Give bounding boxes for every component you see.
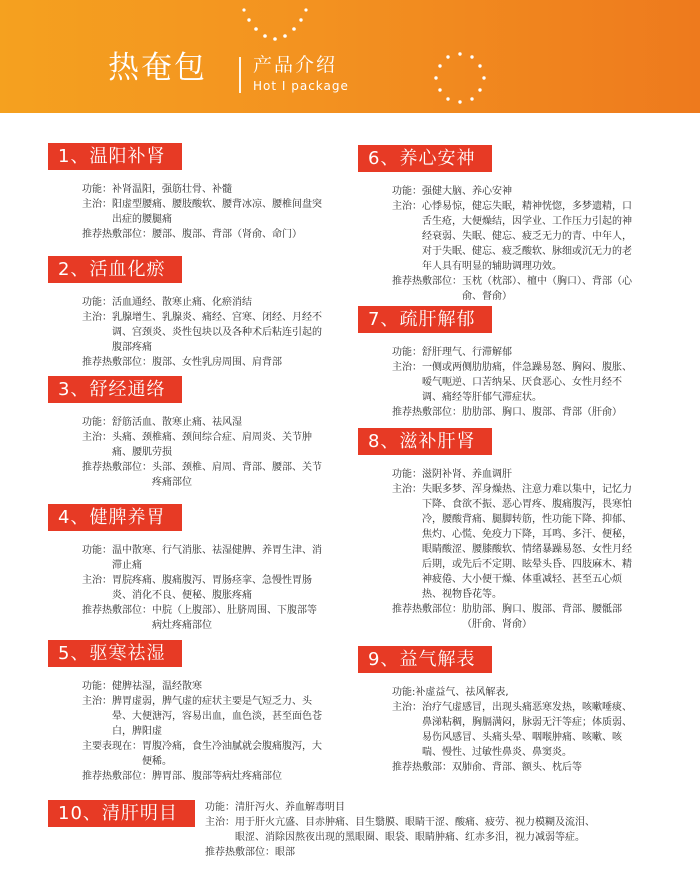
row-label: 推荐热敷部位： — [392, 604, 462, 615]
info-row — [205, 815, 597, 845]
info-row — [392, 405, 640, 420]
info-row — [82, 430, 324, 460]
row-value: 肋肋部、胸口、腹部、背部（肝俞） — [462, 407, 622, 418]
section-title: 6、养心安神 — [358, 145, 492, 172]
row-value: 双肺俞、背部、额头、枕后等 — [452, 762, 582, 773]
section-10-details — [205, 800, 597, 860]
info-row — [392, 602, 640, 632]
info-row — [82, 310, 324, 355]
row-value: 治疗气虚感冒，出现头痛恶寒发热，咳嗽唾痰、鼻涕粘稠，胸膈满闷，脉弱无汗等症；体质弱、易伤风感冒、头痛头晕、咽喉肿痛、咳嗽、咳喘、慢性、过敏性鼻炎、鼻窦炎。 — [422, 702, 632, 758]
header-banner — [0, 0, 700, 113]
info-row — [392, 360, 640, 405]
section-2 — [48, 256, 324, 370]
row-label: 主治： — [82, 312, 112, 323]
title-divider — [239, 57, 241, 93]
row-value: 补肾温阳，强筋壮骨、补髓 — [112, 184, 232, 195]
row-value: 补虚益气、祛风解表, — [415, 687, 509, 698]
dot-ring-top-decoration — [240, 0, 310, 48]
row-value: 腰部、腹部、背部（肾俞、命门） — [152, 229, 302, 240]
section-title: 2、活血化瘀 — [48, 256, 182, 283]
info-row — [82, 739, 324, 769]
row-value: 头痛、颈椎痛、颈间综合症、肩周炎、关节肿痛、腰肌劳损 — [112, 432, 312, 458]
info-row — [392, 199, 640, 274]
row-label: 功能： — [392, 469, 422, 480]
row-label: 主治： — [392, 201, 422, 212]
subtitle-chinese: 产品介绍 — [253, 54, 338, 76]
row-label: 主治： — [205, 817, 235, 828]
info-row — [392, 467, 640, 482]
row-label: 功能： — [82, 681, 112, 692]
row-label: 功能： — [82, 184, 112, 195]
info-row — [82, 197, 324, 227]
section-title: 10、清肝明目 — [48, 800, 195, 827]
row-value: 肋肋部、胸口、腹部、背部、腰骶部（肝俞、肾俞） — [462, 604, 622, 630]
row-value: 舒筋活血、散寒止痛、祛风湿 — [112, 417, 242, 428]
row-value: 温中散寒、行气消胀、祛湿健脾、养胃生津、消滞止痛 — [112, 545, 322, 571]
info-row — [392, 184, 640, 199]
section-3 — [48, 376, 324, 490]
row-label: 推荐热敷部位： — [205, 847, 275, 858]
info-row — [392, 760, 640, 775]
info-row — [82, 603, 324, 633]
info-row — [82, 769, 324, 784]
section-1 — [48, 143, 324, 242]
section-title: 7、疏肝解郁 — [358, 306, 492, 333]
info-row — [82, 543, 324, 573]
brand-title: 热奄包 — [108, 50, 207, 86]
section-title: 4、健脾养胃 — [48, 504, 182, 531]
row-value: 清肝泻火、养血解毒明目 — [235, 802, 345, 813]
dot-ring-right-decoration — [432, 50, 488, 106]
info-row — [82, 679, 324, 694]
row-label: 推荐热敷部位： — [392, 407, 462, 418]
row-value: 胃腹冷痛，食生冷油腻就会腹痛腹泻，大便稀。 — [142, 741, 322, 767]
row-value: 失眠多梦、浑身燥热、注意力难以集中，记忆力下降、食欲不振、恶心胃疼、腹痛腹泻，畏寒怕冷，腰酸背痛、腿脚转筋，性功能下降、抑郁、焦灼、心慌、免疫力下降，耳鸣、多汗、便秘，眼睛酸涩、腰膝酸软、情绪暴躁易怒、女性月经后期，或先后不定期、眩晕头昏、四肢麻木、精神疲倦、大小便干燥、体重减轻、甚至五心烦热、视物昏花等。 — [422, 484, 632, 600]
row-label: 功能： — [82, 545, 112, 556]
row-value: 胃脘疼痛、腹痛腹泻、胃肠痉挛、急慢性胃肠炎、消化不良、便秘、腹胀疼痛 — [112, 575, 312, 601]
row-value: 强健大脑、养心安神 — [422, 186, 512, 197]
row-value: 玉枕（枕部）、檀中（胸口）、背部（心俞、督俞） — [462, 276, 632, 302]
row-label: 主要表现在： — [82, 741, 142, 752]
row-value: 中脘（上腹部）、肚脐周围、下腹部等病灶疼痛部位 — [152, 605, 317, 631]
info-row — [82, 182, 324, 197]
row-value: 腹部、女性乳房周围、肩背部 — [152, 357, 282, 368]
row-value: 活血通经、散寒止痛、化瘀消结 — [112, 297, 252, 308]
row-label: 功能： — [82, 417, 112, 428]
row-value: 眼部 — [275, 847, 295, 858]
section-title: 1、温阳补肾 — [48, 143, 182, 170]
row-label: 功能： — [392, 347, 422, 358]
row-value: 头部、颈椎、肩周、背部、腰部、关节疼痛部位 — [152, 462, 322, 488]
row-value: 脾胃虚弱，脾气虚的症状主要是气短乏力、头晕、大便溏泻，容易出血，血色淡，甚至面色苍白，脾阳虚 — [112, 696, 322, 737]
row-label: 推荐热敷部位： — [392, 276, 462, 287]
row-value: 阳虚型腰痛、腰肢酸软、腰背冰凉、腰椎间盘突出症的腰腿痛 — [112, 199, 322, 225]
section-title: 5、驱寒祛湿 — [48, 640, 182, 667]
info-row — [82, 415, 324, 430]
row-value: 乳腺增生、乳腺炎、痛经、宫寒、闭经、月经不调、宫颈炎、炎性包块以及各种术后粘连引起的腹部疼痛 — [112, 312, 322, 353]
row-value: 用于肝火亢盛、目赤肿痛、目生翳膜、眼睛干涩、酸痛、疲劳、视力模糊及流泪、眼涩、消除因熬夜出现的黑眼圈、眼袋、眼睛肿痛、红赤多泪，视力减弱等症。 — [235, 817, 595, 843]
row-label: 功能: — [392, 687, 416, 698]
row-label: 功能： — [392, 186, 422, 197]
row-value: 舒肝理气、行滞解郁 — [422, 347, 512, 358]
section-4 — [48, 504, 324, 633]
section-8 — [358, 428, 640, 632]
info-row — [82, 460, 324, 490]
row-value: 滋阴补肾、养血调肝 — [422, 469, 512, 480]
section-10 — [48, 800, 195, 827]
info-row — [82, 573, 324, 603]
info-row — [205, 845, 597, 860]
info-row — [392, 274, 640, 304]
section-title: 8、滋补肝肾 — [358, 428, 492, 455]
row-label: 推荐热敷部位： — [82, 357, 152, 368]
info-row — [205, 800, 597, 815]
row-label: 主治： — [82, 696, 112, 707]
row-label: 主治： — [82, 199, 112, 210]
row-label: 主治： — [392, 484, 422, 495]
row-label: 主治： — [82, 432, 112, 443]
row-value: 心悸易惊，健忘失眠，精神恍惚，多梦遗精，口舌生疮，大便燥结，因学业、工作压力引起的神经衰弱、失眠、健忘、疲乏无力的青、中年人，对于失眠、健忘、疲乏酸软、脉细或沉无力的老年人具有明显的辅助调理功效。 — [422, 201, 632, 272]
section-7 — [358, 306, 640, 420]
info-row — [392, 685, 640, 700]
info-row — [392, 345, 640, 360]
row-label: 功能： — [82, 297, 112, 308]
info-row — [82, 227, 324, 242]
row-label: 功能： — [205, 802, 235, 813]
row-label: 推荐热敷部： — [392, 762, 452, 773]
section-title: 9、益气解表 — [358, 646, 492, 673]
info-row — [392, 482, 640, 602]
row-label: 推荐热敷部位： — [82, 229, 152, 240]
section-9 — [358, 646, 640, 775]
row-label: 推荐热敷部位： — [82, 605, 152, 616]
row-value: 健脾祛湿，温经散寒 — [112, 681, 202, 692]
section-title: 3、舒经通络 — [48, 376, 182, 403]
info-row — [82, 295, 324, 310]
row-label: 主治： — [82, 575, 112, 586]
row-label: 主治： — [392, 362, 422, 373]
subtitle-english: Hot I package — [253, 79, 349, 93]
section-5 — [48, 640, 324, 784]
info-row — [82, 355, 324, 370]
row-label: 推荐热敷部位： — [82, 462, 152, 473]
row-label: 主治： — [392, 702, 422, 713]
info-row — [392, 700, 640, 760]
row-value: 一侧或两侧肋肋痛，伴急躁易怒、胸闷、腹胀、嗳气呃逆、口苦纳呆、厌食恶心、女性月经不调、痛经等肝郁气滞症状。 — [422, 362, 632, 403]
info-row — [82, 694, 324, 739]
row-value: 脾胃部、腹部等病灶疼痛部位 — [152, 771, 282, 782]
row-label: 推荐热敷部位： — [82, 771, 152, 782]
section-6 — [358, 145, 640, 304]
